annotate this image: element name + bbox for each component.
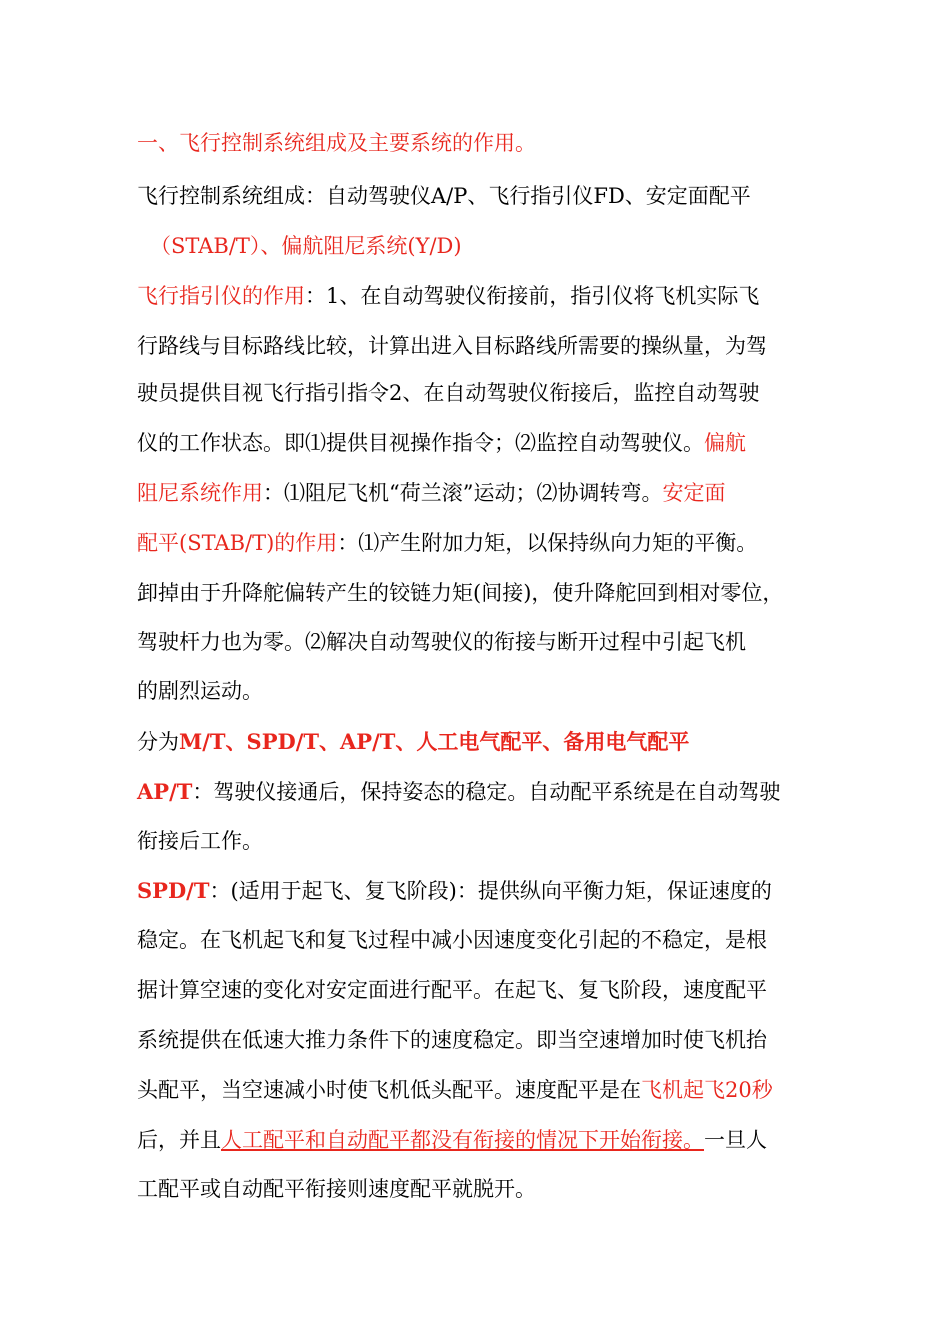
yd-text: ：⑴阻尼飞机“荷兰滚”运动；⑵协调转弯。: [263, 481, 663, 505]
fd-line-4: [137, 428, 837, 458]
spdt-line-5: [137, 1075, 837, 1105]
types-prefix: 分为: [137, 730, 179, 754]
spdt-line-7: 工配平或自动配平衔接则速度配平就脱开。: [137, 1177, 536, 1201]
yd-label-start: 偏航: [704, 431, 746, 455]
stab-label-end: 配平(STAB/T)的作用: [137, 531, 338, 555]
apt-label: AP/T: [137, 779, 193, 804]
composition-line-2: （STAB/T）、偏航阻尼系统(Y/D): [150, 234, 462, 258]
fd-label: 飞行指引仪的作用: [137, 284, 305, 308]
stab-line-3: 驾驶杆力也为零。⑵解决自动驾驶仪的衔接与断开过程中引起飞机: [137, 630, 746, 654]
types-list: M/T、SPD/T、AP/T、人工电气配平、备用电气配平: [179, 729, 690, 754]
fd-text-4: 仪的工作状态。即⑴提供目视操作指令；⑵监控自动驾驶仪。: [137, 431, 704, 455]
stab-line-1: [137, 528, 837, 558]
spdt-line-6: [137, 1125, 837, 1155]
apt-text-1: ：驾驶仪接通后，保持姿态的稳定。自动配平系统是在自动驾驶: [192, 780, 781, 804]
stab-line-2: 卸掉由于升降舵偏转产生的铰链力矩(间接)，使升降舵回到相对零位，: [137, 581, 784, 605]
spdt-text-6a: 后，并且: [137, 1128, 221, 1152]
stab-text-1: ：⑴产生附加力矩，以保持纵向力矩的平衡。: [337, 531, 758, 555]
fd-line-1: [137, 281, 837, 311]
section-heading: 一、飞行控制系统组成及主要系统的作用。: [137, 131, 536, 155]
spdt-text-6c: 一旦人: [704, 1128, 767, 1152]
spdt-underlined-highlight: 人工配平和自动配平都没有衔接的情况下开始衔接。: [221, 1128, 704, 1152]
spdt-line-3: 据计算空速的变化对安定面进行配平。在起飞、复飞阶段，速度配平: [137, 978, 767, 1002]
stab-line-4: 的剧烈运动。: [137, 679, 263, 703]
types-line: [137, 727, 837, 757]
composition-line-1: 飞行控制系统组成：自动驾驶仪A/P、飞行指引仪FD、安定面配平: [137, 184, 751, 208]
spdt-text-1: ：(适用于起飞、复飞阶段)：提供纵向平衡力矩，保证速度的: [209, 879, 772, 903]
fd-line-2: 行路线与目标路线比较，计算出进入目标路线所需要的操纵量，为驾: [137, 334, 767, 358]
spdt-line-4: 系统提供在低速大推力条件下的速度稳定。即当空速增加时使飞机抬: [137, 1028, 767, 1052]
fd-text-1: ：1、在自动驾驶仪衔接前，指引仪将飞机实际飞: [305, 284, 760, 308]
apt-line-1: [137, 777, 837, 807]
spdt-highlight-5: 飞机起飞20秒: [641, 1078, 773, 1102]
spdt-line-2: 稳定。在飞机起飞和复飞过程中减小因速度变化引起的不稳定，是根: [137, 928, 767, 952]
apt-line-2: 衔接后工作。: [137, 829, 263, 853]
stab-label-start: 安定面: [662, 481, 726, 505]
yd-label-end: 阻尼系统作用: [137, 481, 263, 505]
spdt-line-1: [137, 876, 837, 906]
spdt-text-5a: 头配平，当空速减小时使飞机低头配平。速度配平是在: [137, 1078, 641, 1102]
fd-line-3: 驶员提供目视飞行指引指令2、在自动驾驶仪衔接后，监控自动驾驶: [137, 381, 760, 405]
spdt-label: SPD/T: [137, 878, 210, 903]
yd-line: [137, 478, 837, 508]
